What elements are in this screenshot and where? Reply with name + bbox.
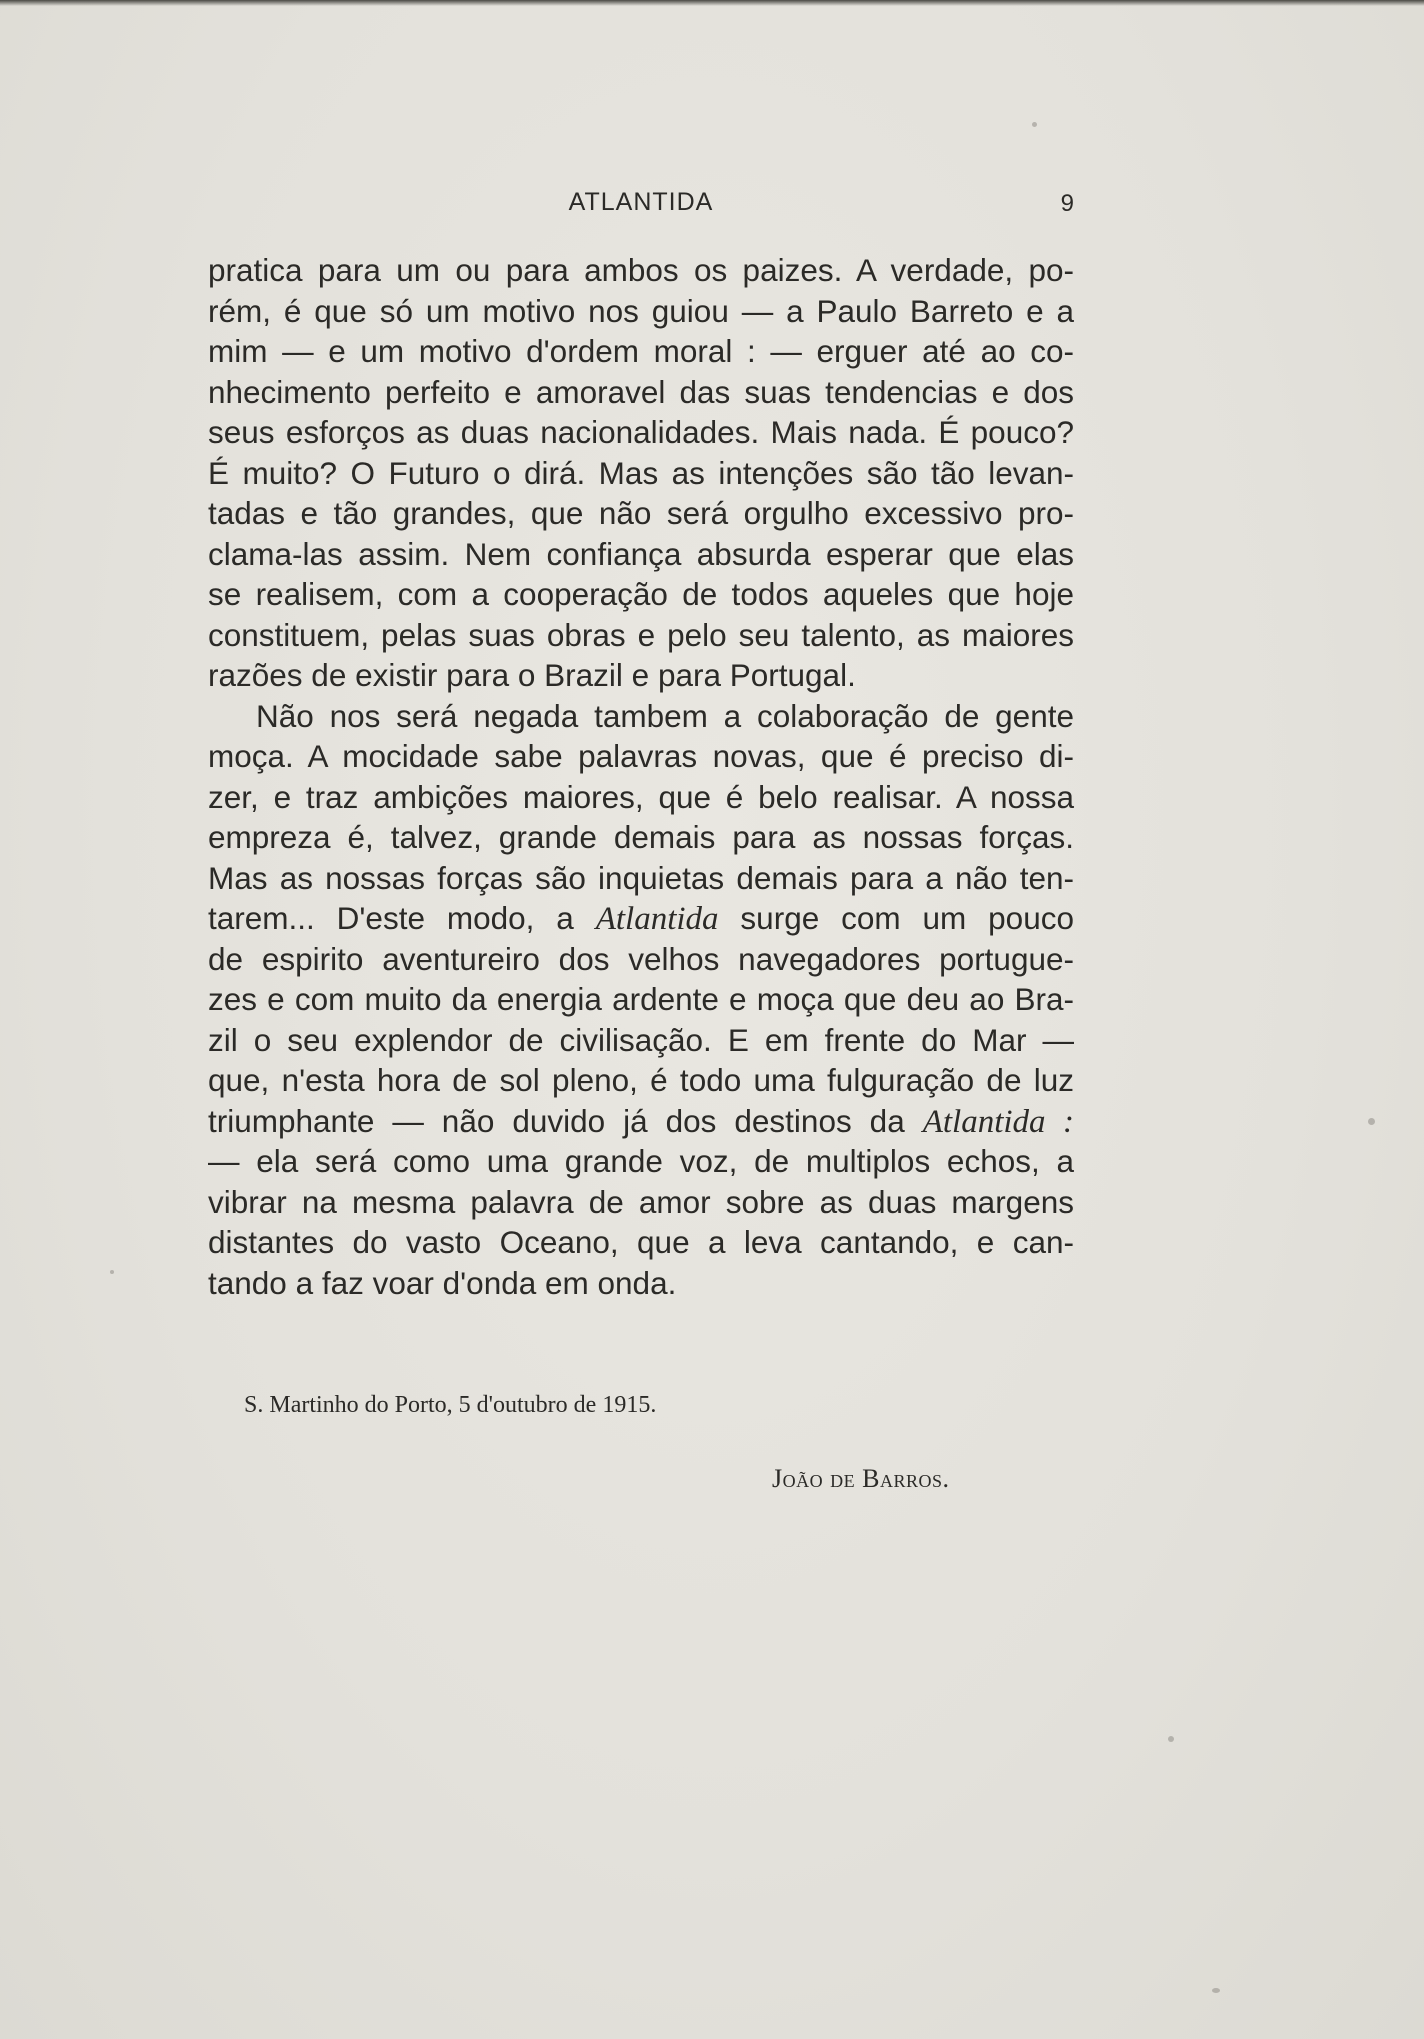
text-line: pratica para um ou para ambos os paizes. A verdade, po- [208,252,1074,288]
paragraph-end-line: razões de existir para o Brazil e para Portugal. [208,657,856,693]
text-segment: surge com um pouco [718,900,1074,936]
paragraph-start-line: Não nos será negada tambem a colaboração de gente [256,697,1074,734]
text-line: clama-las assim. Nem confiança absurda esperar que elas [208,535,1074,572]
text-line: rém, é que só um motivo nos guiou — a Paulo Barreto e a [208,292,1074,329]
text-segment: triumphante — não duvido já dos destinos da [208,1102,923,1139]
text-line: moça. A mocidade sabe palavras novas, que é preciso di- [208,738,1074,774]
text-line: constituem, pelas suas obras e pelo seu talento, as maiores [208,616,1074,653]
text-line-with-title [208,898,1074,939]
text-line: distantes do vasto Oceano, que a leva cantando, e can- [208,1224,1074,1260]
running-title: ATLANTIDA [568,188,714,216]
text-line: zil o seu explendor de civilisação. E em frente do Mar — [208,1021,1074,1058]
text-line: tadas e tão grandes, que não será orgulho excessivo pro- [208,495,1074,531]
author-signature: João de Barros. [772,1464,950,1493]
text-line: zer, e traz ambições maiores, que é belo realisar. A nossa [208,778,1074,815]
text-line: se realisem, com a cooperação de todos aqueles que hoje [208,576,1074,612]
paper-speck [1212,1988,1220,1993]
place-date-line: S. Martinho do Porto, 5 d'outubro de 1915. [244,1392,657,1418]
text-line: de espirito aventureiro dos velhos navegadores portugue- [208,940,1074,977]
body-text [208,250,1074,1303]
text-line: mim — e um motivo d'ordem moral : — erguer até ao co- [208,333,1074,369]
text-line: É muito? O Futuro o dirá. Mas as intenções são tão levan- [208,454,1074,491]
text-line: vibrar na mesma palavra de amor sobre as duas margens [208,1183,1074,1220]
paragraph-end-line: tando a faz voar d'onda em onda. [208,1264,677,1301]
journal-title-italic: Atlantida [595,901,719,937]
paper-speck [1168,1736,1174,1742]
paper-speck [1368,1118,1375,1125]
text-line: nhecimento perfeito e amoravel das suas tendencias e dos [208,373,1074,410]
running-head [208,188,1074,222]
paper-speck [110,1270,114,1274]
text-line: Mas as nossas forças são inquietas demais para a não ten- [208,859,1074,896]
text-line: seus esforços as duas nacionalidades. Mais nada. É pouco? [208,414,1074,450]
text-line: zes e com muito da energia ardente e moça que deu ao Bra- [208,981,1074,1017]
text-line-with-title [208,1101,1074,1142]
paper-speck [1032,122,1037,127]
text-segment: tarem... D'este modo, a [208,900,596,936]
text-line: empreza é, talvez, grande demais para as nossas forças. [208,819,1074,855]
journal-title-italic: Atlantida : [922,1103,1074,1140]
text-line: — ela será como uma grande voz, de multiplos echos, a [208,1143,1074,1179]
page-number: 9 [1060,190,1074,217]
page-top-edge [0,0,1424,6]
text-line: que, n'esta hora de sol pleno, é todo uma fulguração de luz [208,1062,1074,1098]
